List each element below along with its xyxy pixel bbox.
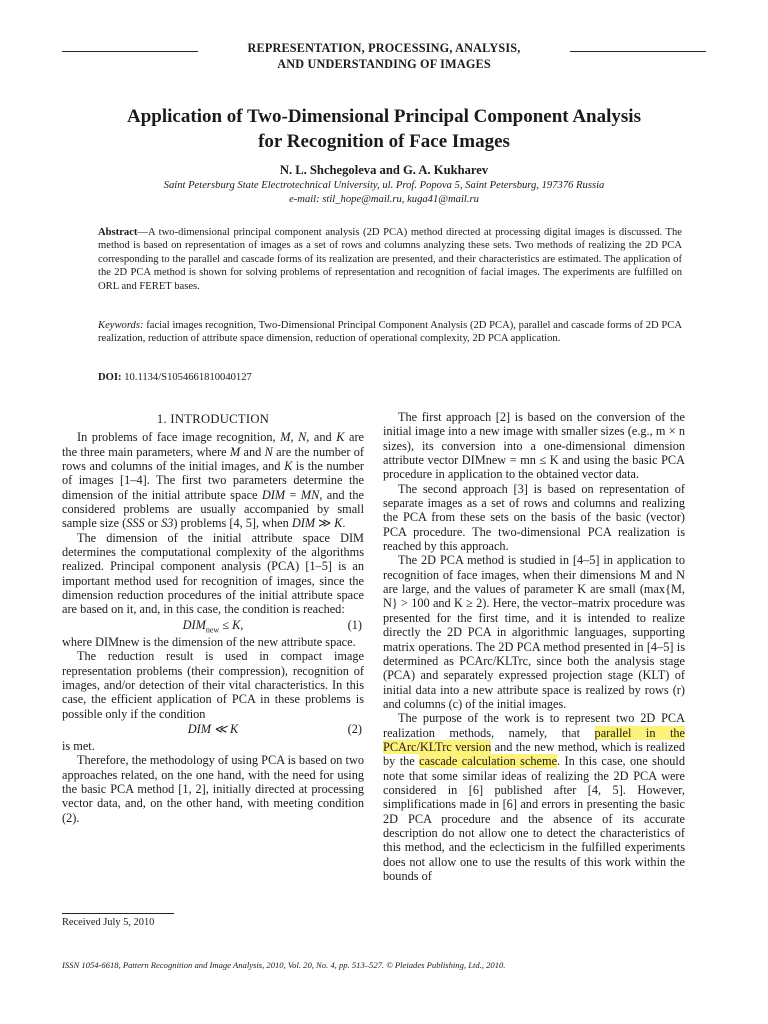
highlight-cascade-scheme[interactable]: cascade calculation scheme	[419, 754, 558, 769]
title-line1: Application of Two-Dimensional Principal Component Analysis	[127, 106, 641, 127]
right-paragraph-4: The purpose of the work is to represent two 2D PCA realization methods, namely, that parallel in the PCArc/KLTrc version and the new method, which is realized by the cascade calculation scheme. In this case, one should note that some similar ideas of realizing the 2D PCA were considered in [6] published after [4, 5]. However, simplifications made in [6] and errors in presenting the basic 2D PCA procedure and the absence of its accurate description do not allow one to detect the characteristics of this method, and the eclecticism in the fulfilled experiments does not allow one to use the results of this work within the bounds of	[383, 711, 686, 883]
doi-label: DOI:	[98, 372, 122, 383]
title-line2: for Recognition of Face Images	[258, 131, 510, 152]
equation-1	[62, 618, 364, 633]
intro-paragraph-1: In problems of face image recognition, M, N, and K are the three main parameters, where M and N are the number of rows and columns of the initial images, and K is the number of images [1–4]. The first two parameters determine the dimension of the initial attribute space DIM = MN, and the considered problems are usually accompanied by small sample size (SSS or S3) problems [4, 5], when DIM ≫ K.	[62, 430, 365, 531]
intro-paragraph-2: The dimension of the initial attribute space DIM determines the computational complexity of the algorithms realized. Principal component analysis (PCA) [1–5] is an important method used for recognition of images, since the dimension reduction procedures of the initial attribute space are based on it, and, in this case, the condition is reached:	[62, 530, 364, 617]
introduction-heading: 1. INTRODUCTION	[156, 412, 270, 426]
email: e-mail: stil_hope@mail.ru, kuga41@mail.ru	[289, 194, 479, 205]
equation-2	[62, 722, 364, 737]
keywords-text: facial images recognition, Two-Dimensional Principal Component Analysis (2D PCA), parallel and cascade forms of 2D PCA realization, reduction of attribute space dimension, reduction of operational complexity, 2D PCA application.	[98, 320, 682, 345]
section-heading-line2: AND UNDERSTANDING OF IMAGES	[277, 57, 491, 71]
affiliation-block	[62, 179, 706, 207]
affiliation: Saint Petersburg State Electrotechnical University, ul. Prof. Popova 5, Saint Petersburg, 197376 Russia	[163, 180, 605, 191]
right-paragraph-2: The second approach [3] is based on representation of separate images as a set of rows and columns and realizing the PCA from these sets on the basis of the basic (vector) PCA procedure. The two-dimensional PCA realization is reached by this approach.	[383, 481, 685, 554]
abstract-label: Abstract	[98, 227, 138, 238]
equation-1-expression: $DIM_{new} \le K$,	[182, 617, 244, 635]
equation-2-expression: DIM ≪ K	[187, 721, 239, 736]
left-column	[62, 410, 364, 825]
heading-rule-left	[62, 51, 198, 52]
abstract	[98, 226, 682, 293]
intro-paragraph-4: The reduction result is used in compact image representation problems (their compression), recognition of images, and/or detection of their vital characteristics. In this case, the efficient application of PCA in these problems is possible only if the condition	[62, 649, 364, 721]
paper-title	[62, 104, 706, 154]
intro-paragraph-3: where DIMnew is the dimension of the new attribute space.	[62, 634, 356, 649]
equation-1-number: (1)	[347, 617, 362, 632]
received-date: Received July 5, 2010	[62, 917, 155, 928]
intro-paragraph-5: is met.	[62, 738, 95, 753]
journal-footer: ISSN 1054-6618, Pattern Recognition and Image Analysis, 2010, Vol. 20, No. 4, pp. 513–527. © Pleiades Publishing, Ltd., 2010.	[62, 960, 506, 970]
section-heading-line1: REPRESENTATION, PROCESSING, ANALYSIS,	[247, 41, 521, 55]
right-paragraph-3: The 2D PCA method is studied in [4–5] in application to recognition of face images, when their dimensions M and N are large, and the values of parameter K are small (max{M, N} > 100 and K ≥ 2). Here, the vector–matrix procedure was presented for the first time, and it is intended to realize directly the 2D PCA in algorithmic languages, supporting matrix operations. The 2D PCA method presented in [4–5] is determined as PCArc/KLTrc, since both the analysis stage (PCA) and separately expressed projection stage (KLT) of initial data into a new attribute space is realized by rows (r) and columns (c) of the initial images.	[383, 553, 685, 711]
keywords	[98, 319, 682, 346]
doi	[98, 371, 682, 384]
heading-rule-right	[570, 51, 706, 52]
right-column	[383, 410, 685, 883]
doi-link[interactable]: 10.1134/S1054661810040127	[121, 372, 252, 383]
right-paragraph-1: The first approach [2] is based on the conversion of the initial image into a new image with smaller sizes (e.g., m × n sizes), its conversion into a one-dimensional dimension attribute vector DIMnew = mn ≤ K and using the basic PCA procedure in application to the obtained vector data.	[383, 410, 685, 482]
received-rule	[62, 913, 174, 914]
section-heading	[62, 40, 706, 76]
equation-2-number: (2)	[347, 721, 362, 736]
keywords-label: Keywords:	[98, 320, 144, 331]
abstract-text: —A two-dimensional principal component analysis (2D PCA) method directed at processing digital images is discussed. The method is based on representation of images as a set of rows and columns analyzing these sets. Two methods of realizing the 2D PCA corresponding to the parallel and cascade forms of its realization are presented, and their characteristics are estimated. The application of the 2D PCA method is shown for solving problems of representation and recognition of facial images. The experiments are fulfilled on ORL and FERET bases.	[98, 227, 682, 292]
authors: N. L. Shchegoleva and G. A. Kukharev	[279, 163, 489, 177]
intro-paragraph-6: Therefore, the methodology of using PCA is based on two approaches related, on the one hand, with the need for using the basic PCA method [1, 2], initially directed at processing vector data, and, on the other hand, with meeting condition (2).	[62, 753, 364, 825]
highlight-parallel-version[interactable]: parallel in the PCArc/KLTrc version	[383, 725, 685, 754]
